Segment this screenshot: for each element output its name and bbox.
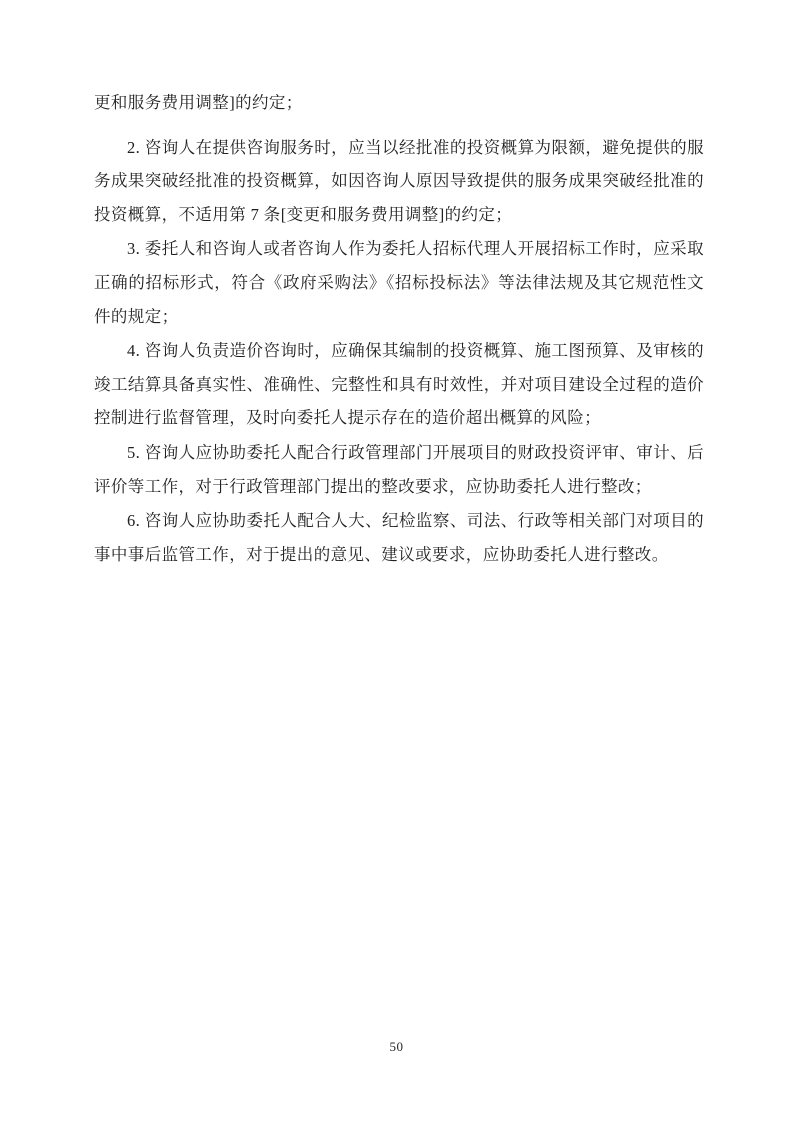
paragraph-continuation: 更和服务费用调整]的约定； xyxy=(94,93,303,112)
paragraph-item-3: 3. 委托人和咨询人或者咨询人作为委托人招标代理人开展招标工作时，应采取正确的招标形式，符合《政府采购法》《招标投标法》等法律法规及其它规范性文件的规定； xyxy=(94,239,704,326)
page-number: 50 xyxy=(389,1039,404,1054)
paragraph-item-6: 6. 咨询人应协助委托人配合人大、纪检监察、司法、行政等相关部门对项目的事中事后监管工作，对于提出的意见、建议或要求，应协助委托人进行整改。 xyxy=(94,511,704,564)
paragraph-item-4: 4. 咨询人负责造价咨询时，应确保其编制的投资概算、施工图预算、及审核的竣工结算具备真实性、准确性、完整性和具有时效性，并对项目建设全过程的造价控制进行监督管理，及时向委托人提示存在的造价超出概算的风险； xyxy=(94,341,704,428)
paragraph-item-2: 2. 咨询人在提供咨询服务时，应当以经批准的投资概算为限额，避免提供的服务成果突破经批准的投资概算，如因咨询人原因导致提供的服务成果突破经批准的投资概算，不适用第 7 条[变更和服务费用调整]的约定； xyxy=(94,137,704,224)
document-body xyxy=(94,86,704,572)
page-footer xyxy=(0,1038,793,1056)
paragraph-item-5: 5. 咨询人应协助委托人配合行政管理部门开展项目的财政投资评审、审计、后评价等工作，对于行政管理部门提出的整改要求，应协助委托人进行整改； xyxy=(94,442,704,496)
